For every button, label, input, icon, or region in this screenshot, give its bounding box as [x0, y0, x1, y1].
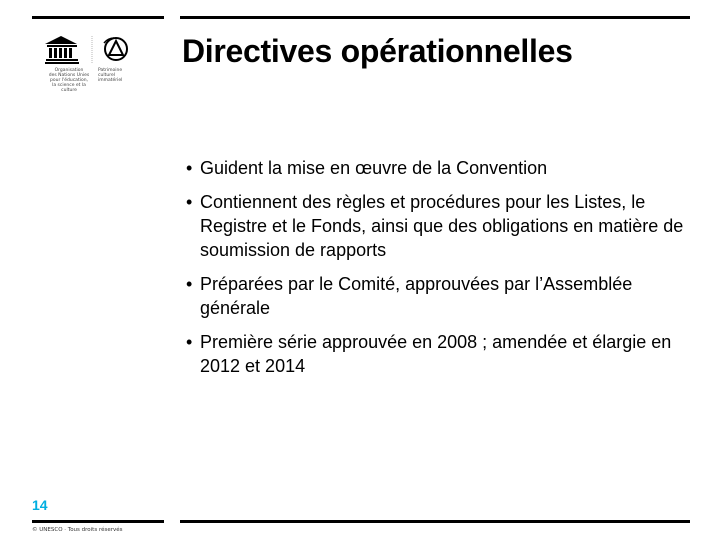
unesco-logo-icon: [44, 34, 144, 68]
copyright-notice: © UNESCO · Tous droits réservés: [32, 527, 123, 533]
bullet-item: [186, 272, 696, 320]
bullet-dot-icon: •: [186, 332, 193, 352]
page-number: 14: [32, 497, 48, 513]
bullet-dot-icon: •: [186, 274, 193, 294]
bullet-dot-icon: •: [186, 192, 193, 212]
unesco-caption: Organisation des Nations Unies pour l'éducation, la science et la culture: [48, 68, 90, 93]
bottom-left-rule: [32, 520, 164, 523]
bottom-right-rule: [180, 520, 690, 523]
bullet-text: Guident la mise en œuvre de la Convention: [200, 158, 548, 178]
bullet-list: [186, 156, 696, 388]
slide-title: Directives opérationnelles: [182, 33, 573, 69]
bullet-item: [186, 190, 696, 262]
top-left-rule: [32, 16, 164, 19]
bullet-text: Préparées par le Comité, approuvées par l’Assemblée générale: [200, 274, 633, 318]
convention-caption: Patrimoine culturel immatériel: [98, 68, 123, 83]
bullet-item: [186, 156, 696, 180]
bullet-item: [186, 330, 696, 378]
bullet-text: Contiennent des règles et procédures pour les Listes, le Registre et le Fonds, ainsi que des obligations en matière de soumission de rapports: [200, 192, 684, 260]
bullet-dot-icon: •: [186, 158, 193, 178]
bullet-text: Première série approuvée en 2008 ; amendée et élargie en 2012 et 2014: [200, 332, 672, 376]
top-right-rule: [180, 16, 690, 19]
